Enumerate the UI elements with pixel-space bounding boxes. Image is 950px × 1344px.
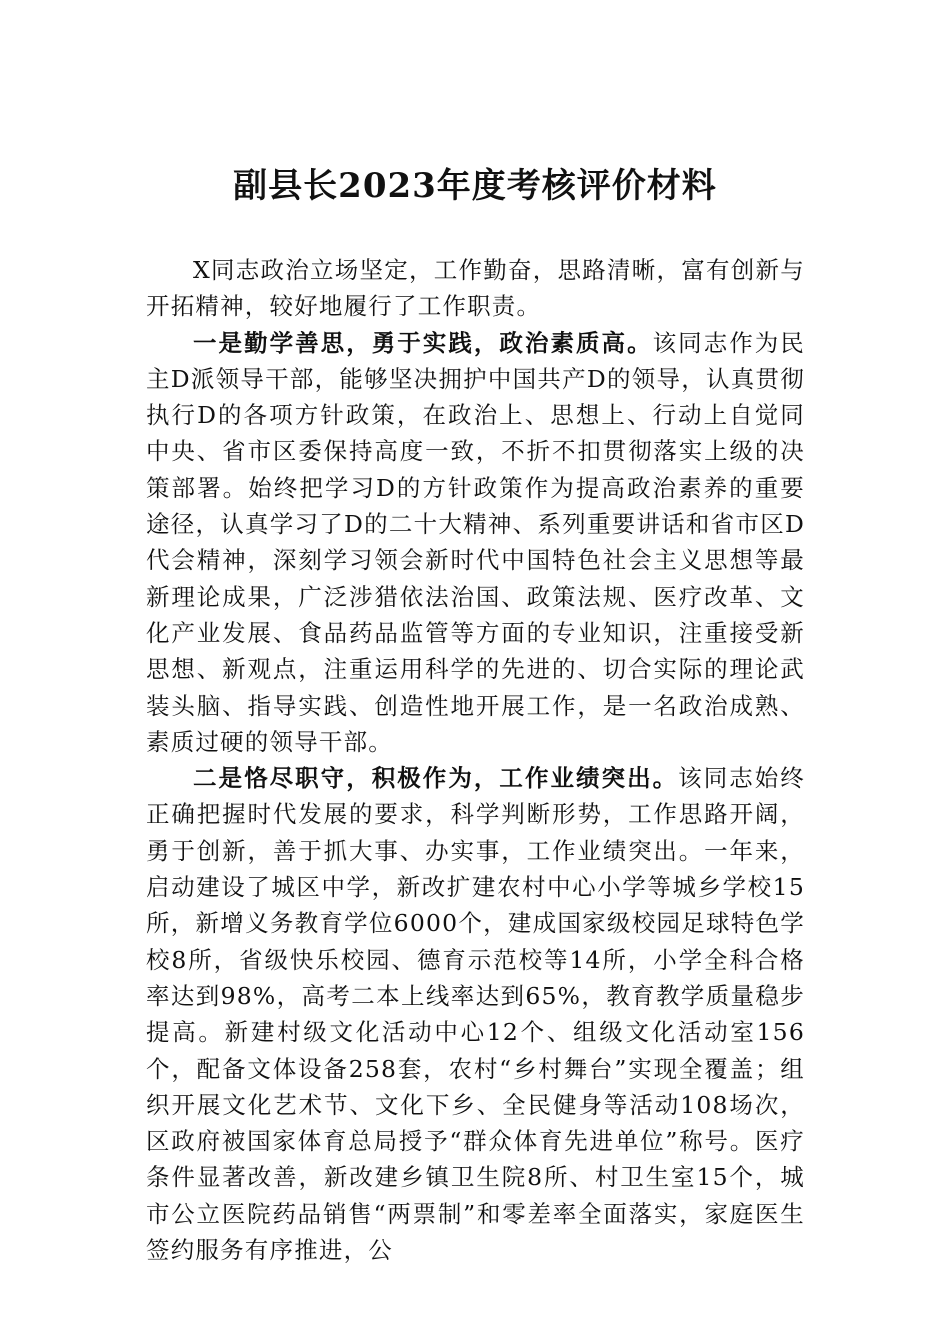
paragraph-lead: 二是恪尽职守，积极作为，工作业绩突出。 xyxy=(193,764,679,793)
paragraph-political-quality xyxy=(146,325,805,761)
document-body xyxy=(146,252,805,1268)
paragraph-lead: 一是勤学善思，勇于实践，政治素质高。 xyxy=(193,328,653,357)
document-title: 副县长2023年度考核评价材料 xyxy=(233,166,717,206)
paragraph-text: 该同志作为民主D派领导干部，能够坚决拥护中国共产D的领导，认真贯彻执行D的各项方针政策，在政治上、思想上、行动上自觉同中央、省市区委保持高度一致，不折不扣贯彻落实上级的决策部署。始终把学习D的方针政策作为提高政治素养的重要途径，认真学习了D的二十大精神、系列重要讲话和省市区D代会精神，深刻学习领会新时代中国特色社会主义思想等最新理论成果，广泛涉猎依法治国、政策法规、医疗改革、文化产业发展、食品药品监管等方面的专业知识，注重接受新思想、新观点，注重运用科学的先进的、切合实际的理论武装头脑、指导实践、创造性地开展工作，是一名政治成熟、素质过硬的领导干部。 xyxy=(146,328,805,756)
paragraph-text: X同志政治立场坚定，工作勤奋，思路清晰，富有创新与开拓精神，较好地履行了工作职责。 xyxy=(146,256,805,321)
paragraph-intro xyxy=(146,252,805,325)
paragraph-text: 该同志始终正确把握时代发展的要求，科学判断形势，工作思路开阔，勇于创新，善于抓大事、办实事，工作业绩突出。一年来，启动建设了城区中学，新改扩建农村中心小学等城乡学校15所，新增义务教育学位6000个，建成国家级校园足球特色学校8所，省级快乐校园、德育示范校等14所，小学全科合格率达到98%，高考二本上线率达到65%，教育教学质量稳步提高。新建村级文化活动中心12个、组级文化活动室156个，配备文体设备258套，农村“乡村舞台”实现全覆盖；组织开展文化艺术节、文化下乡、全民健身等活动108场次，区政府被国家体育总局授予“群众体育先进单位”称号。医疗条件显著改善，新改建乡镇卫生院8所、村卫生室15个，城市公立医院药品销售“两票制”和零差率全面落实，家庭医生签约服务有序推进，公 xyxy=(146,764,805,1265)
paragraph-work-performance xyxy=(146,760,805,1268)
